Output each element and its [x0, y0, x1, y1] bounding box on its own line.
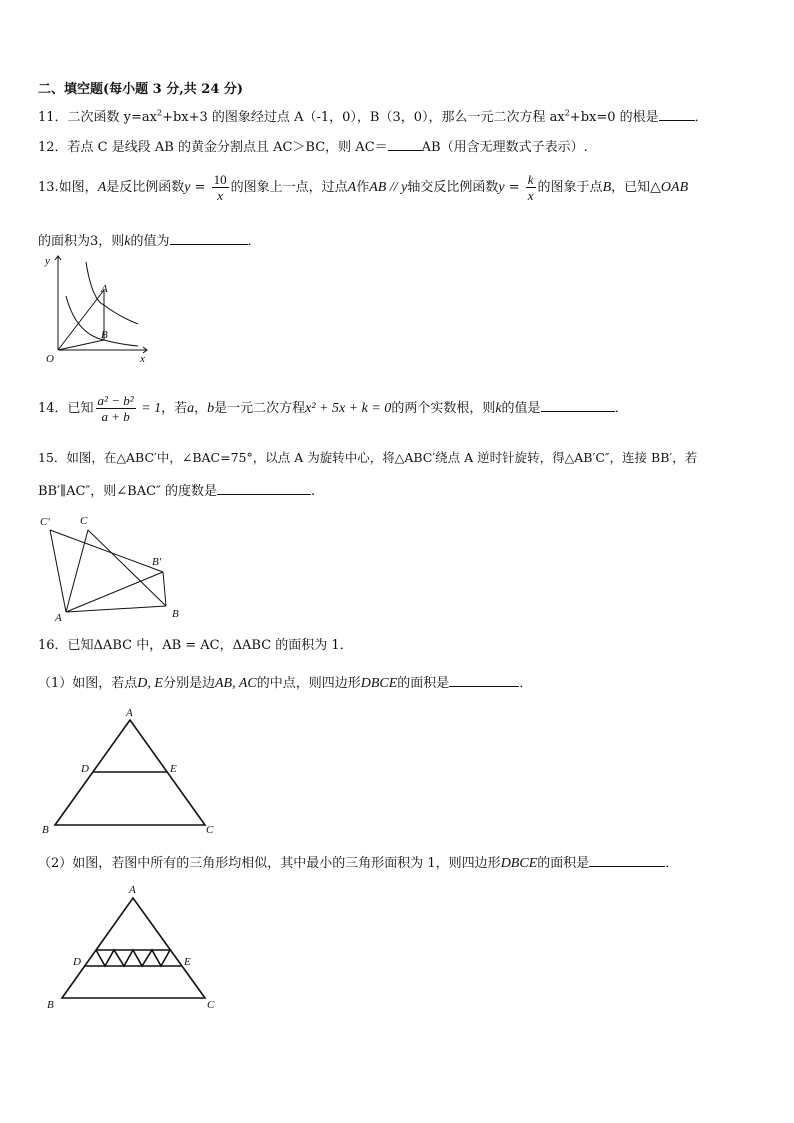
q16-fig2-zigzag [96, 950, 170, 966]
q14-text-1: ，若 [161, 401, 188, 416]
q16-fig2-label-b: B [47, 999, 54, 1011]
q14-fraction [96, 393, 136, 424]
q16-fig1-triangle [55, 720, 205, 825]
q14-equation: x² + 5x + k = 0 [305, 401, 392, 416]
q14-b: b [207, 401, 215, 416]
q14-end: ． [614, 401, 628, 416]
q16-p2-quad: DBCE [500, 856, 538, 871]
q16-p1-b: 分别是边 [162, 676, 215, 691]
q13-line2b: 的值为 [130, 234, 170, 249]
q15-cb [88, 530, 166, 606]
q13-segment-oa [58, 290, 104, 350]
q16-p2-answer-blank[interactable] [589, 853, 665, 867]
q14-k: k [495, 401, 502, 416]
q13-end: ． [247, 234, 261, 249]
q11-sup1: 2 [157, 108, 163, 118]
q13-den2: x [527, 188, 534, 203]
q13-label-a: A [101, 283, 108, 295]
q13-triangle: △OAB [650, 180, 689, 195]
q11-answer-blank[interactable] [659, 107, 695, 121]
q16-p2-a: （2）如图，若图中所有的三角形均相似，其中最小的三角形面积为 1，则四边形 [38, 856, 501, 871]
question-11 [38, 106, 708, 125]
q15-label-c1: C′ [40, 516, 50, 528]
q14-text-3: 的两个实数根，则 [391, 401, 496, 416]
q15-label-c: C [80, 515, 88, 527]
q13-label-y: y [45, 255, 50, 267]
q13-den1: x [217, 188, 224, 203]
q14-eq: = 1 [137, 401, 162, 416]
q16-fig2-label-d: D [73, 956, 81, 968]
q13-text-5: 的图象于点 [537, 180, 603, 195]
q16-fig1-label-d: D [81, 763, 89, 775]
q13-x-arrow [143, 347, 147, 353]
q13-num2: k [527, 172, 534, 187]
q14-den: a + b [101, 409, 130, 424]
q11-text-c: +bx=0 的根是 [569, 110, 659, 125]
q13-text-3: 作 [356, 180, 370, 195]
q16-p2-end: ． [665, 856, 679, 871]
q16-p1-answer-blank[interactable] [449, 673, 519, 687]
q13-fraction-1 [212, 172, 229, 203]
q14-comma: ， [194, 401, 208, 416]
q13-k: k [124, 234, 131, 249]
q14-num: a² − b² [97, 393, 134, 408]
q14-text-2: 是一元二次方程 [214, 401, 306, 416]
q13-text-6: ，已知 [611, 180, 651, 195]
q15-bb1 [163, 572, 166, 606]
q16-p1-quad: DBCE [360, 676, 398, 691]
q13-label-x: x [140, 353, 145, 365]
q16-p1-d: 的面积是 [397, 676, 450, 691]
q13-y2: y [498, 180, 505, 195]
q12-answer-blank[interactable] [388, 137, 422, 151]
q15-end: . [311, 484, 316, 499]
question-14 [38, 393, 628, 424]
q13-parallel: // [386, 180, 402, 195]
q13-point-a: A [97, 180, 107, 195]
question-13-line-1 [38, 172, 688, 203]
q15-ab1 [66, 572, 163, 612]
q14-answer-blank[interactable] [541, 398, 615, 412]
q16-fig1-label-a: A [126, 707, 133, 719]
q16-p1-a: （1）如图，若点 [38, 676, 138, 691]
q13-text-2: 的图象上一点，过点 [230, 180, 348, 195]
q12-text-b: AB（用含无理数式子表示）. [421, 140, 588, 155]
q15-ac1 [50, 530, 66, 612]
q15-ac [66, 530, 88, 612]
q13-curve-kx [66, 296, 138, 346]
question-13-line-2 [38, 230, 261, 250]
q13-label-b: B [101, 329, 108, 341]
q16-p1-end: ． [519, 676, 533, 691]
q13-prefix: 13.如图， [38, 180, 98, 195]
q16-fig1-label-b: B [42, 824, 49, 836]
q16-fig1-label-e: E [170, 763, 177, 775]
q15-label-b1: B′ [152, 556, 162, 568]
q16-p1-c: 的中点，则四边形 [256, 676, 361, 691]
q13-text-4: 轴交反比例函数 [407, 180, 499, 195]
q13-fraction-2 [526, 172, 536, 203]
q16-fig1-label-c: C [206, 824, 214, 836]
q13-num1: 10 [213, 172, 227, 187]
q13-eq2: = [504, 180, 524, 195]
q13-line2a: 的面积为3，则 [38, 234, 125, 249]
q16-p1-de: D, E [137, 676, 163, 691]
q14-a: a [187, 401, 195, 416]
question-15-line-2 [38, 480, 315, 499]
q16-fig2-triangle [62, 898, 205, 998]
question-16-stem: 16．已知ΔABC 中，AB = AC，ΔABC 的面积为 1． [38, 638, 353, 653]
question-16-part-2 [38, 852, 678, 872]
q13-y-arrow [55, 256, 61, 260]
question-16-part-1 [38, 672, 532, 692]
question-15-line-1: 15．如图，在△ABC′中，∠BAC=75°，以点 A 为旋转中心，将△ABC′绕点 A 逆时针旋转，得△AB′C″，连接 BB′，若 [38, 450, 698, 465]
q13-text-1: 是反比例函数 [106, 180, 185, 195]
q13-eq1: = [190, 180, 210, 195]
q14-prefix: 14．已知 [38, 401, 94, 416]
q16-fig2-label-e: E [184, 956, 191, 968]
q13-segment-ob [58, 340, 104, 350]
q16-p2-b: 的面积是 [537, 856, 590, 871]
q11-text-b: +bx+3 的图象经过点 A（-1，0），B（3，0），那么一元二次方程 ax [162, 110, 565, 125]
q16-fig2-label-a: A [129, 884, 136, 896]
q15-ab [66, 606, 166, 612]
q15-label-b: B [172, 608, 179, 620]
q15-label-a: A [55, 612, 62, 624]
q14-text-4: 的值是 [501, 401, 541, 416]
q11-end: ． [694, 110, 708, 125]
q13-curve-10x [86, 262, 138, 324]
q13-label-o: O [46, 353, 54, 365]
q12-text-a: 12．若点 C 是线段 AB 的黄金分割点且 AC＞BC，则 AC＝ [38, 140, 388, 155]
q13-point-b: B [602, 180, 612, 195]
q11-sup2: 2 [564, 108, 570, 118]
q13-answer-blank[interactable] [170, 231, 248, 245]
q11-text-a: 11．二次函数 y=ax [38, 110, 157, 125]
q13-segment-ab: AB [369, 180, 387, 195]
q16-fig2-label-c: C [207, 999, 215, 1011]
q13-y1: y [184, 180, 191, 195]
question-12 [38, 136, 588, 155]
q15-answer-blank[interactable] [217, 481, 311, 495]
q15-line2: BB′∥AC″，则∠BAC″ 的度数是 [38, 484, 218, 499]
section-title: 二、填空题(每小题 3 分,共 24 分) [38, 82, 244, 97]
q16-p1-sides: AB, AC [214, 676, 257, 691]
q13-y-axis: y [401, 180, 408, 195]
q15-c1b1 [50, 530, 163, 572]
q13-point-a-2: A [347, 180, 357, 195]
